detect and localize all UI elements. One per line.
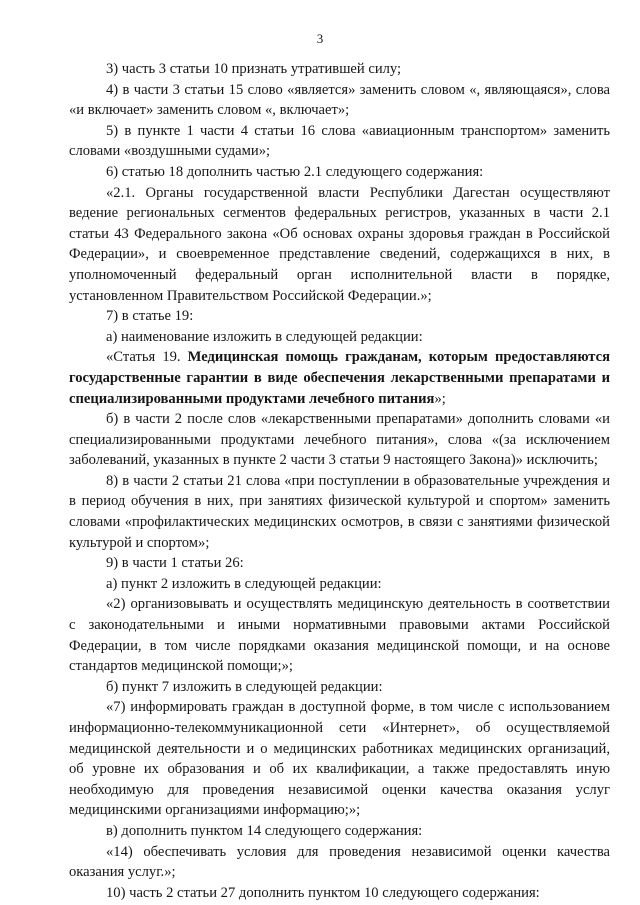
amendment-subitem-7a: а) наименование изложить в следующей редакции:: [106, 328, 423, 345]
article-19-suffix: »;: [434, 390, 446, 407]
article-19-title: [69, 347, 610, 409]
amendment-item-7: 7) в статье 19:: [106, 308, 194, 325]
amendment-subitem-7b: б) в части 2 после слов «лекарственными препаратами» дополнить словами «и специализированными продуктами лечебного питания», слова «(за исключением заболеваний, указанных в пункте 2 части 3 статьи 9 настоящего Закона)» исключить;: [69, 411, 610, 469]
document-body: [69, 59, 610, 903]
amendment-item-6: 6) статью 18 дополнить частью 2.1 следующего содержания:: [106, 163, 484, 180]
amendment-item-8: 8) в части 2 статьи 21 слова «при поступлении в образовательные учреждения и в период обучения в них, при занятиях физической культурой и спортом» заменить словами «профилактических медицинских осмотров, в связи с занятиями физической культурой и спортом»;: [69, 472, 610, 551]
article-19-heading: Медицинская помощь гражданам, которым предоставляются государственные гарантии в виде обеспечения лекарственными препаратами и специализированными продуктами лечебного питания: [69, 349, 610, 407]
article-26-point-2-text: «2) организовывать и осуществлять медицинскую деятельность в соответствии с законодательными и иными нормативными правовыми актами Российской Федерации, в том числе порядками оказания медицинской помощи, и на основе стандартов медицинской помощи;»;: [69, 596, 610, 675]
amendment-item-4: 4) в части 3 статьи 15 слово «является» заменить словом «, являющаяся», слова «и включает» заменить словом «, включает»;: [69, 81, 610, 119]
page-number: 3: [316, 31, 324, 46]
article-26-point-7-text: «7) информировать граждан в доступной форме, в том числе с использованием информационно-телекоммуникационной сети «Интернет», об осуществляемой медицинской деятельности и о медицинских работниках медицинских организаций, об уровне их образования и об их квалификации, а также предоставлять иную необходимую для проведения независимой оценки качества оказания услуг медицинскими организациями информацию;»;: [69, 699, 610, 819]
amendment-subitem-9c: в) дополнить пунктом 14 следующего содержания:: [106, 822, 423, 839]
amendment-item-3: 3) часть 3 статьи 10 признать утратившей силу;: [106, 61, 402, 77]
article-26-point-14-text: «14) обеспечивать условия для проведения независимой оценки качества оказания услуг.»;: [69, 843, 610, 881]
article-18-part-2-1-text: «2.1. Органы государственной власти Республики Дагестан осуществляют ведение региональных сегментов федеральных регистров, указанных в части 2.1 статьи 43 Федерального закона «Об основах охраны здоровья граждан в Российской Федерации», и своевременное представление сведений, содержащихся в них, в уполномоченный федеральный орган исполнительной власти в порядке, установленном Правительством Российской Федерации.»;: [69, 184, 610, 304]
amendment-subitem-9b: б) пункт 7 изложить в следующей редакции:: [106, 678, 383, 695]
amendment-item-9: 9) в части 1 статьи 26:: [106, 555, 244, 572]
amendment-subitem-9a: а) пункт 2 изложить в следующей редакции:: [106, 575, 382, 592]
amendment-item-5: 5) в пункте 1 части 4 статьи 16 слова «авиационным транспортом» заменить словами «воздушными судами»;: [69, 122, 610, 160]
amendment-item-10: 10) часть 2 статьи 27 дополнить пунктом 10 следующего содержания:: [106, 884, 540, 901]
article-19-prefix: «Статья 19.: [106, 349, 188, 366]
